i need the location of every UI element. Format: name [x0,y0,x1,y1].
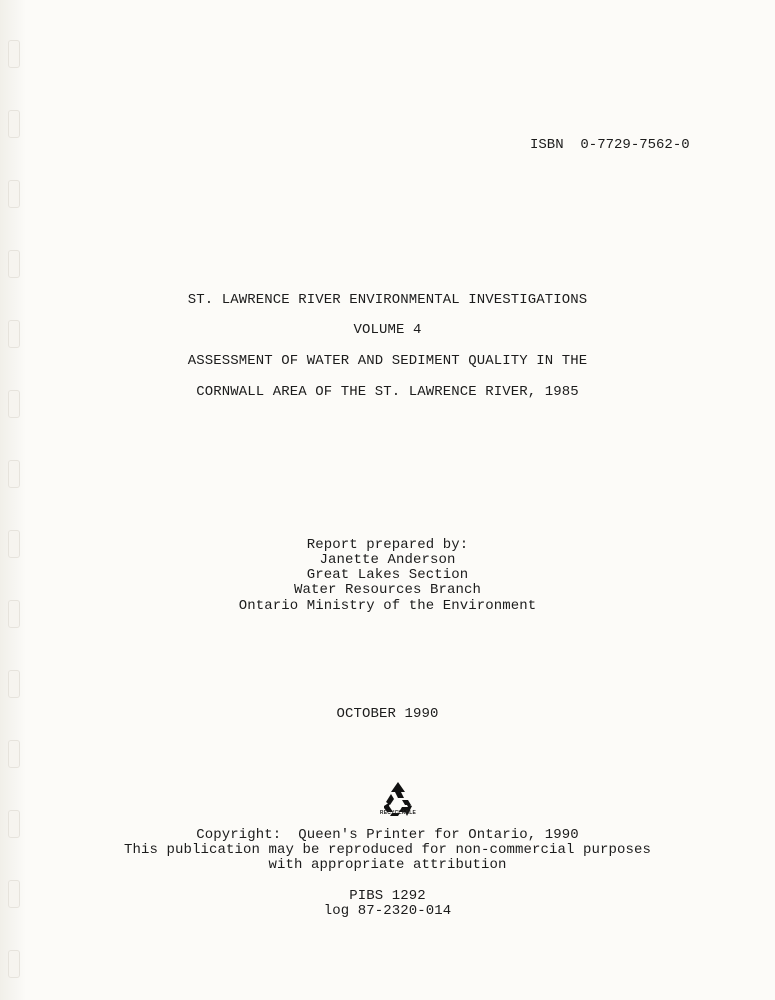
binder-hole [8,180,20,208]
author-name: Janette Anderson [319,552,456,568]
prepared-by-label: Report prepared by: [306,537,469,553]
volume-label: VOLUME 4 [353,322,422,338]
binder-hole [8,950,20,978]
ministry-name: Ontario Ministry of the Environment [238,598,537,614]
section-name: Great Lakes Section [306,567,469,583]
recycle-arrow-top [391,782,405,798]
isbn-number: ISBN 0-7729-7562-0 [530,137,690,153]
log-number: log 87-2320-014 [323,903,452,919]
copyright-line: Copyright: Queen's Printer for Ontario, 1990 [196,827,579,843]
recycle-band-right [402,800,411,805]
binder-hole [8,110,20,138]
binder-hole [8,740,20,768]
binder-hole [8,40,20,68]
attribution-notice: with appropriate attribution [268,857,507,873]
report-title-line-2: CORNWALL AREA OF THE ST. LAWRENCE RIVER, 1985 [196,384,579,400]
report-title-line-1: ASSESSMENT OF WATER AND SEDIMENT QUALITY IN THE [187,353,588,369]
binder-hole [8,670,20,698]
pibs-number: PIBS 1292 [349,888,426,904]
series-title: ST. LAWRENCE RIVER ENVIRONMENTAL INVESTIGATIONS [187,292,588,308]
publication-date: OCTOBER 1990 [336,706,439,722]
binder-hole [8,250,20,278]
recycle-band-left [386,794,394,805]
branch-name: Water Resources Branch [293,582,482,598]
binder-hole [8,460,20,488]
reproduction-notice: This publication may be reproduced for non-commercial purposes [123,842,652,858]
recyclable-label: RECYCLABLE [379,810,417,816]
